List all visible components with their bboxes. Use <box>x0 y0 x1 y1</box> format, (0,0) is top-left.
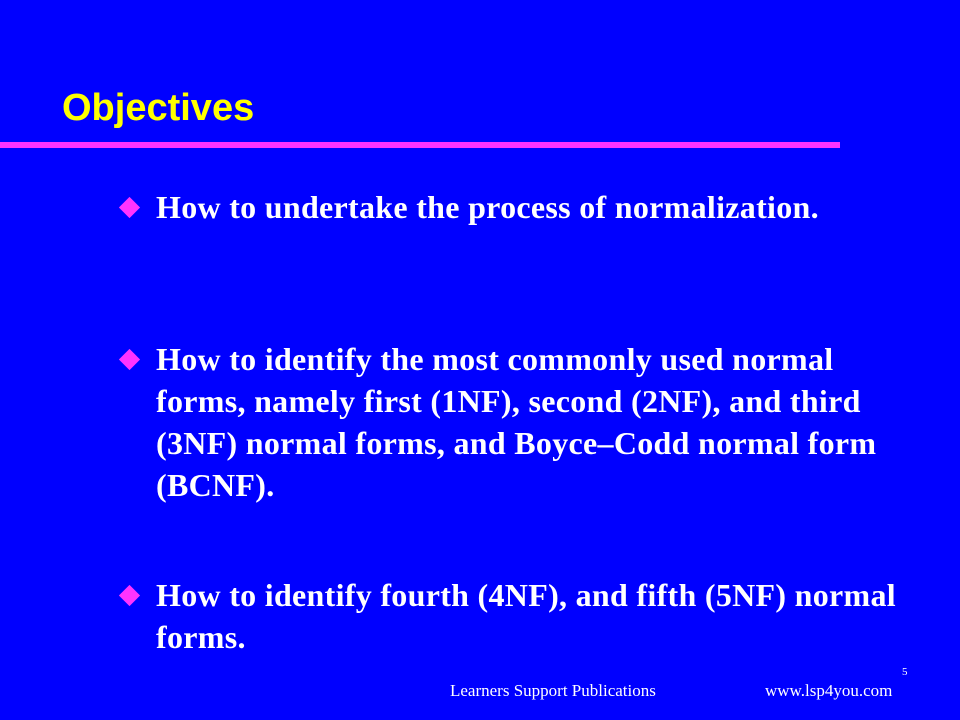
bullet-item <box>156 338 896 506</box>
bullet-text: How to identify the most commonly used normal forms, namely first (1NF), second (2NF), and third (3NF) normal forms, and Boyce–Codd normal form (BCNF). <box>156 341 877 503</box>
bullet-text: How to identify fourth (4NF), and fifth (5NF) normal forms. <box>156 577 896 655</box>
bullet-item <box>156 186 896 228</box>
footer-website: www.lsp4you.com <box>765 681 893 700</box>
bullet-text: How to undertake the process of normalization. <box>156 189 819 225</box>
page-number: 5 <box>902 666 908 678</box>
slide-title: Objectives <box>62 87 255 129</box>
diamond-bullet-icon <box>119 349 140 370</box>
bullet-item <box>156 574 896 658</box>
diamond-bullet-icon <box>119 197 140 218</box>
title-underline <box>0 142 840 148</box>
footer-publisher: Learners Support Publications <box>450 681 656 700</box>
diamond-bullet-icon <box>119 585 140 606</box>
